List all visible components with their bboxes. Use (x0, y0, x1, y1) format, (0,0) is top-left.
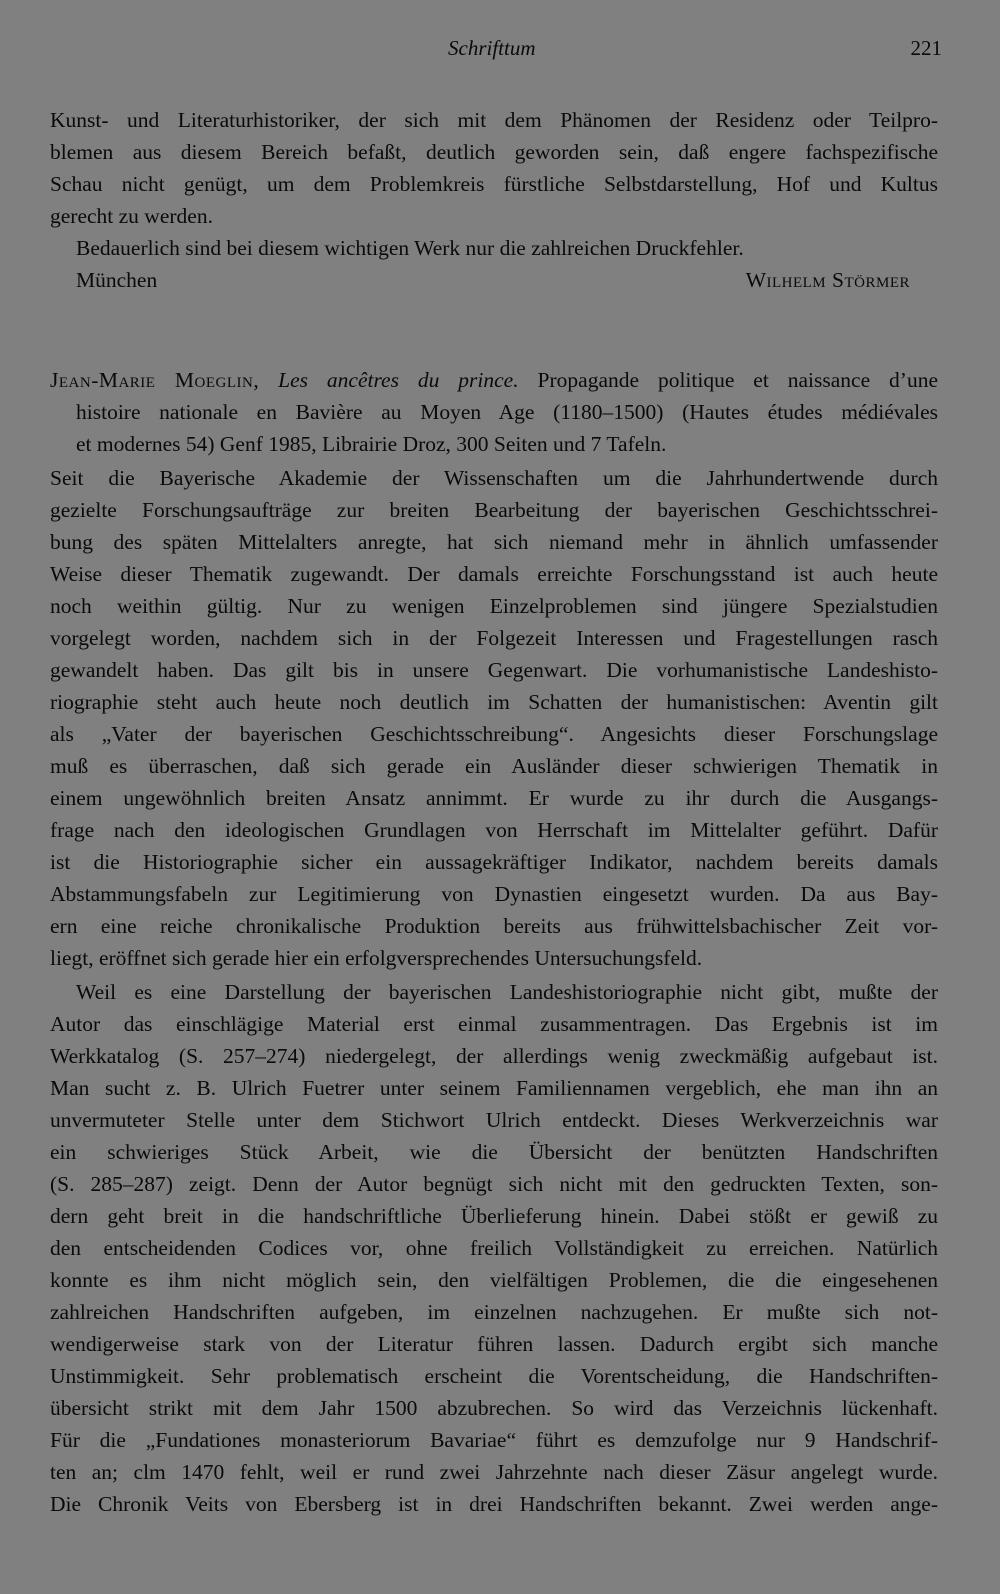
text-line: Man sucht z. B. Ulrich Fuetrer unter seinem Familiennamen vergeblich, ehe man ihn an (50, 1076, 938, 1100)
text-line: wendigerweise stark von der Literatur führen lassen. Dadurch ergibt sich manche (50, 1332, 938, 1356)
text-line: gezielte Forschungsaufträge zur breiten Bearbeitung der bayerischen Geschichtsschrei- (50, 498, 938, 522)
running-title: Schrifttum (448, 36, 536, 60)
citation-subtitle: Propagande politique et naissance d’une (537, 368, 938, 392)
text-line: (S. 285–287) zeigt. Denn der Autor begnügt sich nicht mit den gedruckten Texten, son- (50, 1172, 938, 1196)
text-line: gerecht zu werden. (50, 204, 213, 228)
text-line: konnte es ihm nicht möglich sein, den vielfältigen Problemen, die die eingesehenen (50, 1268, 938, 1292)
text-line: Kunst- und Literaturhistoriker, der sich mit dem Phänomen der Residenz oder Teilpro- (50, 108, 938, 132)
citation-line (50, 364, 938, 396)
text-line: ten an; clm 1470 fehlt, weil er rund zwei Jahrzehnte nach dieser Zäsur angelegt wurde. (50, 1460, 938, 1484)
text-line: ein schwieriges Stück Arbeit, wie die Übersicht der benützten Handschriften (50, 1140, 938, 1164)
text-line: Werkkatalog (S. 257–274) niedergelegt, der allerdings wenig zweckmäßig aufgebaut ist. (50, 1044, 938, 1068)
text-line: liegt, eröffnet sich gerade hier ein erfolgversprechendes Untersuchungsfeld. (50, 946, 703, 970)
text-line: vorgelegt worden, nachdem sich in der Folgezeit Interessen und Fragestellungen rasch (50, 626, 938, 650)
text-line: ist die Historiographie sicher ein aussagekräftiger Indikator, nachdem bereits damals (50, 850, 938, 874)
text-line: Schau nicht genügt, um dem Problemkreis fürstliche Selbstdarstellung, Hof und Kultus (50, 172, 938, 196)
citation-title: Les ancêtres du prince. (278, 368, 519, 392)
text-line: riographie steht auch heute noch deutlich im Schatten der humanistischen: Aventin gilt (50, 690, 938, 714)
text-line: Weil es eine Darstellung der bayerischen Landeshistoriographie nicht gibt, mußte der (76, 980, 938, 1004)
review-place: München (76, 268, 158, 292)
text-line: Abstammungsfabeln zur Legitimierung von Dynastien eingesetzt wurden. Da aus Bay- (50, 882, 938, 906)
text-line: dern geht breit in die handschriftliche Überlieferung hinein. Dabei stößt er gewiß zu (50, 1204, 938, 1228)
citation-line: et modernes 54) Genf 1985, Librairie Droz, 300 Seiten und 7 Tafeln. (76, 432, 667, 456)
text-line: zahlreichen Handschriften aufgeben, im einzelnen nachzugehen. Er mußte sich not- (50, 1300, 938, 1324)
text-line: Die Chronik Veits von Ebersberg ist in drei Handschriften bekannt. Zwei werden ange- (50, 1492, 938, 1516)
page-number: 221 (910, 36, 942, 60)
text-line: Autor das einschlägige Material erst einmal zusammentragen. Das Ergebnis ist im (50, 1012, 938, 1036)
text-line: frage nach den ideologischen Grundlagen von Herrschaft im Mittelalter geführt. Dafür (50, 818, 938, 842)
text-line: noch weithin gültig. Nur zu wenigen Einzelproblemen sind jüngere Spezialstudien (50, 594, 938, 618)
citation-line: histoire nationale en Bavière au Moyen Age (1180–1500) (Hautes études médiévales (76, 400, 938, 424)
running-header (50, 34, 942, 68)
text-line: gewandelt haben. Das gilt bis in unsere Gegenwart. Die vorhumanistische Landeshisto- (50, 658, 938, 682)
citation-author: Jean-Marie Moeglin, (50, 368, 260, 392)
review-signoff (76, 264, 910, 296)
text-line: Seit die Bayerische Akademie der Wissenschaften um die Jahrhundertwende durch (50, 466, 938, 490)
text-line: blemen aus diesem Bereich befaßt, deutlich geworden sein, daß engere fachspezifische (50, 140, 938, 164)
text-line: Weise dieser Thematik zugewandt. Der damals erreichte Forschungsstand ist auch heute (50, 562, 938, 586)
text-line: den entscheidenden Codices vor, ohne freilich Vollständigkeit zu erreichen. Natürlich (50, 1236, 938, 1260)
reviewer-name: Wilhelm Störmer (745, 268, 910, 292)
text-line: bung des späten Mittelalters anregte, hat sich niemand mehr in ähnlich umfassender (50, 530, 938, 554)
text-line: Bedauerlich sind bei diesem wichtigen Werk nur die zahlreichen Druckfehler. (76, 236, 744, 260)
text-line: Unstimmigkeit. Sehr problematisch erscheint die Vorentscheidung, die Handschriften- (50, 1364, 938, 1388)
text-line: Für die „Fundationes monasteriorum Bavariae“ führt es demzufolge nur 9 Handschrif- (50, 1428, 938, 1452)
text-line: übersicht strikt mit dem Jahr 1500 abzubrechen. So wird das Verzeichnis lückenhaft. (50, 1396, 938, 1420)
text-line: muß es überraschen, daß sich gerade ein Ausländer dieser schwierigen Thematik in (50, 754, 938, 778)
text-line: als „Vater der bayerischen Geschichtsschreibung“. Angesichts dieser Forschungslage (50, 722, 938, 746)
text-line: ern eine reiche chronikalische Produktion bereits aus frühwittelsbachischer Zeit vor- (50, 914, 938, 938)
text-line: einem ungewöhnlich breiten Ansatz annimmt. Er wurde zu ihr durch die Ausgangs- (50, 786, 938, 810)
text-line: unvermuteter Stelle unter dem Stichwort Ulrich entdeckt. Dieses Werkverzeichnis war (50, 1108, 938, 1132)
